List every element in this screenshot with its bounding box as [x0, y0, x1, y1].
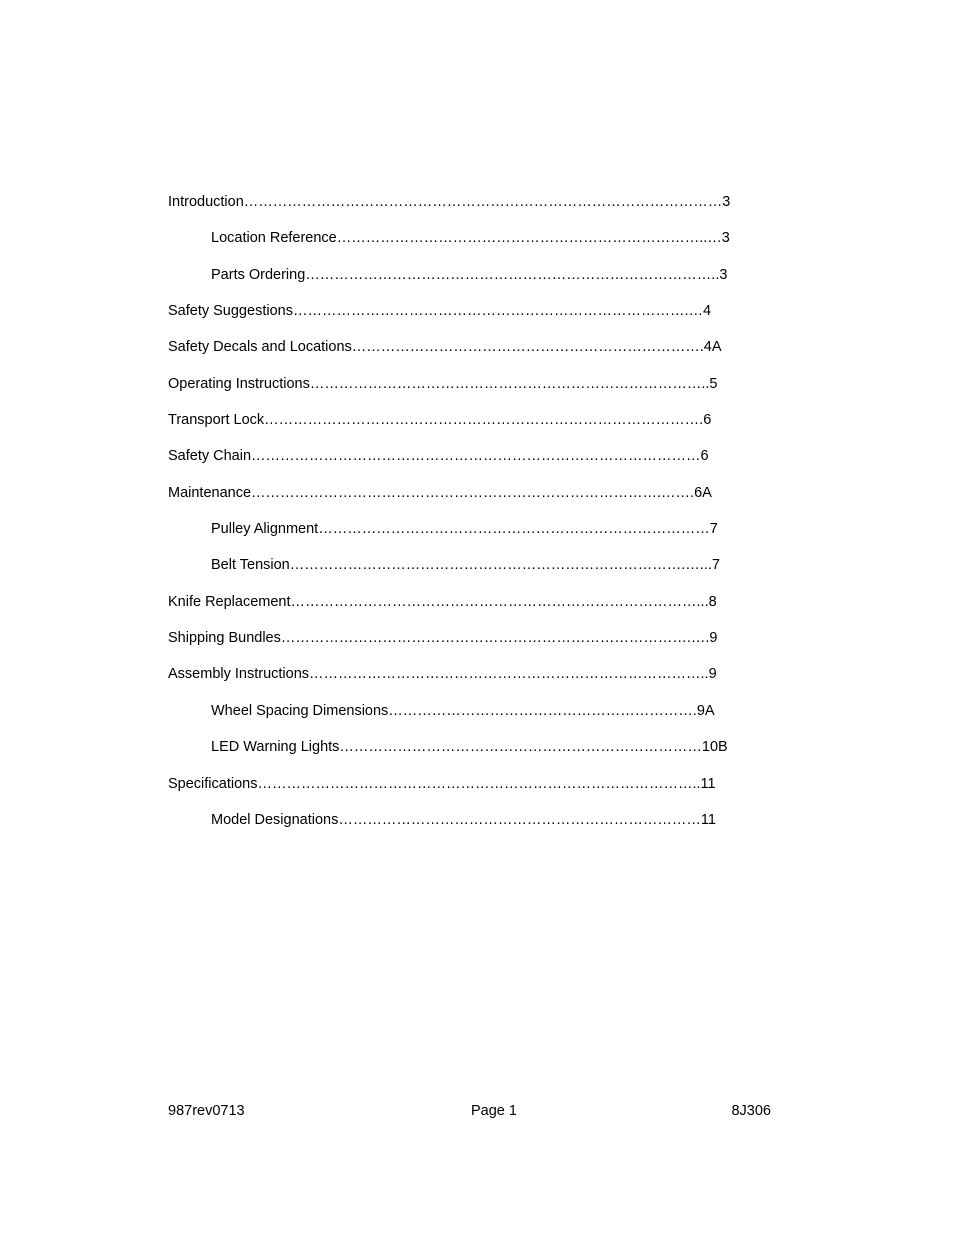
toc-entry-pulley-alignment: Pulley Alignment………………………………………………………………………7 [211, 521, 718, 538]
toc-entry-operating-instructions: Operating Instructions………………………………………………………………………..5 [168, 375, 718, 392]
toc-entry-knife-replacement: Knife Replacement…………………………………………………………………………...8 [168, 593, 717, 610]
toc-entry-parts-ordering: Parts Ordering…………………………………………………………………………..3 [211, 266, 728, 283]
toc-entry-model-designations: Model Designations…………………………………………………………………11 [211, 811, 716, 828]
toc-entry-wheel-spacing: Wheel Spacing Dimensions……………………………………………………….9A [211, 702, 715, 719]
toc-entry-specifications: Specifications………………………………………………………………………………..11 [168, 775, 716, 792]
toc-entry-location-reference: Location Reference…………………………………………………………………..…3 [211, 230, 730, 247]
toc-entry-introduction: Introduction………………………………………………………………………………………3 [168, 194, 731, 210]
footer-model-code: 8J306 [731, 1103, 771, 1119]
toc-entry-transport-lock: Transport Lock……………………………………………………………………………….6 [168, 412, 712, 429]
toc-entry-safety-chain: Safety Chain…………………………………………………………………………………6 [168, 448, 709, 465]
footer-revision-code: 987rev0713 [168, 1103, 245, 1119]
toc-entry-safety-decals: Safety Decals and Locations……………………………………………………………….4A [168, 339, 722, 356]
toc-entry-led-warning-lights: LED Warning Lights…………………………………………………………………10B [211, 739, 728, 756]
page-footer [168, 1101, 771, 1121]
table-of-contents [168, 192, 730, 846]
footer-page-number: Page 1 [471, 1103, 517, 1119]
toc-entry-maintenance: Maintenance………………………………………………………………………….…….6A [168, 484, 712, 501]
toc-entry-safety-suggestions: Safety Suggestions……………………………………………………………………….…4 [168, 303, 712, 320]
toc-entry-shipping-bundles: Shipping Bundles………………………………………………………………………….….9 [168, 630, 718, 647]
toc-entry-belt-tension: Belt Tension……………………………………………………………………….…...7 [211, 557, 720, 574]
toc-entry-assembly-instructions: Assembly Instructions………………………………………………………………………..9 [168, 666, 717, 683]
